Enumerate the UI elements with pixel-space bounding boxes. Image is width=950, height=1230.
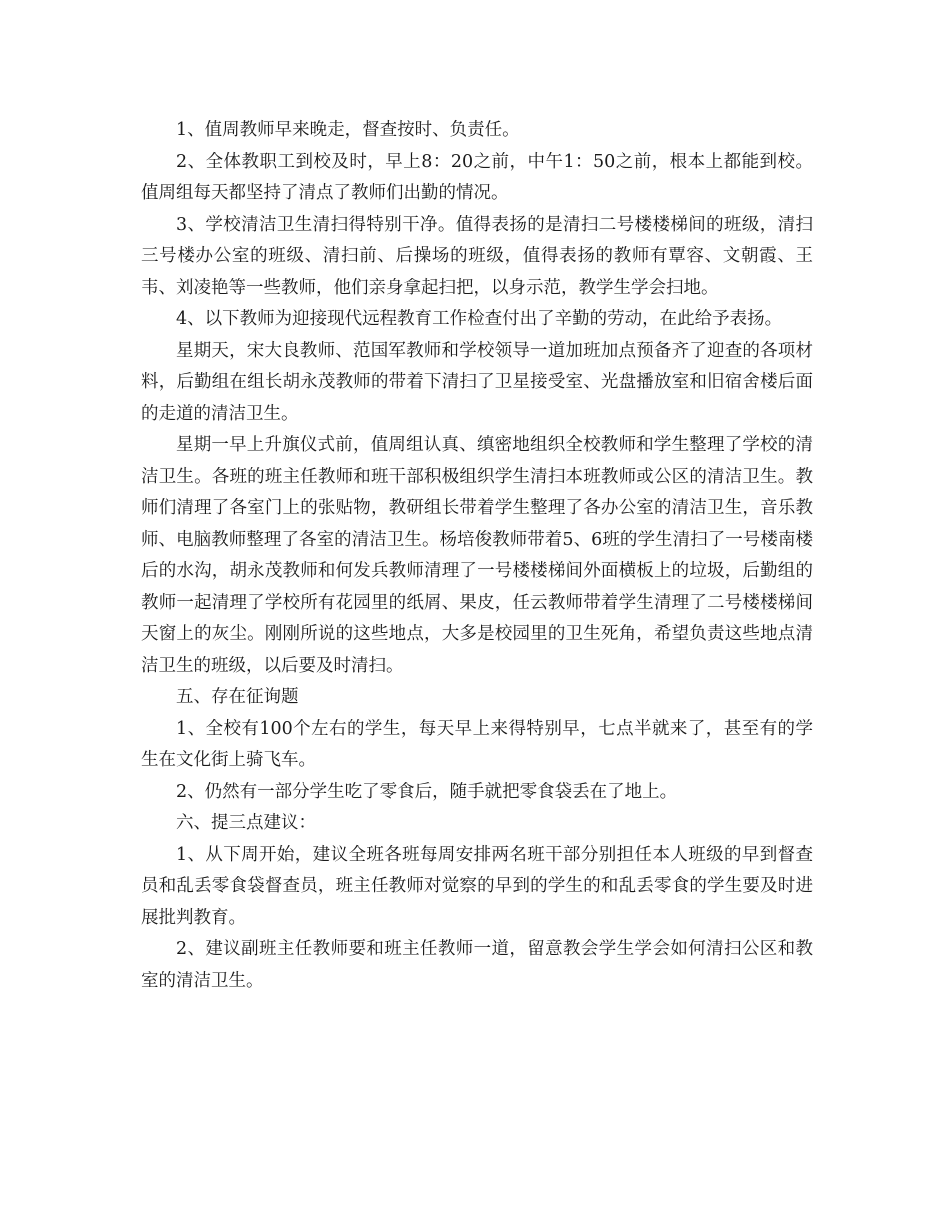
paragraph-monday: 星期一早上升旗仪式前，值周组认真、缜密地组织全校教师和学生整理了学校的清洁卫生。各班的班主任教师和班干部积极组织学生清扫本班教师或公区的清洁卫生。教师们清理了各室门上的张贴物，教研组长带着学生整理了各办公室的清洁卫生，音乐教师、电脑教师整理了各室的清洁卫生。杨培俊教师带着5、6班的学生清扫了一号楼南楼后的水沟，胡永茂教师和何发兵教师清理了一号楼楼梯间外面横板上的垃圾，后勤组的教师一起清理了学校所有花园里的纸屑、果皮，任云教师带着学生清理了二号楼楼梯间天窗上的灰尘。刚刚所说的这些地点，大多是校园里的卫生死角，希望负责这些地点清洁卫生的班级，以后要及时清扫。 [141, 435, 813, 676]
heading-problems: 五、存在征询题 [176, 687, 299, 707]
paragraph-suggestion-cleaning: 2、建议副班主任教师要和班主任教师一道，留意教会学生学会如何清扫公区和教室的清洁卫生。 [141, 939, 813, 991]
paragraph-problem-litter: 2、仍然有一部分学生吃了零食后，随手就把零食袋丢在了地上。 [176, 781, 678, 802]
paragraph-remote-education: 4、以下教师为迎接现代远程教育工作检查付出了辛勤的劳动，在此给予表扬。 [176, 309, 783, 329]
paragraph-suggestion-monitors: 1、从下周开始，建议全班各班每周安排两名班干部分别担任本人班级的早到督查员和乱丢零食袋督查员，班主任教师对觉察的早到的学生的和乱丢零食的学生要及时进展批判教育。 [141, 844, 813, 928]
heading-suggestions: 六、提三点建议： [176, 813, 316, 833]
paragraph-sunday: 星期天，宋大良教师、范国军教师和学校领导一道加班加点预备齐了迎查的各项材料，后勤组在组长胡永茂教师的带着下清扫了卫星接受室、光盘播放室和旧宿舍楼后面的走道的清洁卫生。 [141, 340, 813, 424]
paragraph-cleaning-praise: 3、学校清洁卫生清扫得特别干净。值得表扬的是清扫二号楼楼梯间的班级，清扫三号楼办公室的班级、清扫前、后操场的班级，值得表扬的教师有覃容、文朝霞、王韦、刘凌艳等一些教师，他们亲身拿起扫把，以身示范，教学生学会扫地。 [141, 214, 813, 298]
paragraph-duty-teachers: 1、值周教师早来晚走，督查按时、负责任。 [176, 120, 520, 140]
document-body [141, 115, 813, 997]
paragraph-attendance: 2、全体教职工到校及时，早上8：20之前，中午1：50之前，根本上都能到校。值周组每天都坚持了清点了教师们出勤的情况。 [141, 151, 813, 203]
paragraph-problem-early-arrival: 1、全校有100个左右的学生，每天早上来得特别早，七点半就来了，甚至有的学生在文化街上骑飞车。 [141, 718, 813, 770]
